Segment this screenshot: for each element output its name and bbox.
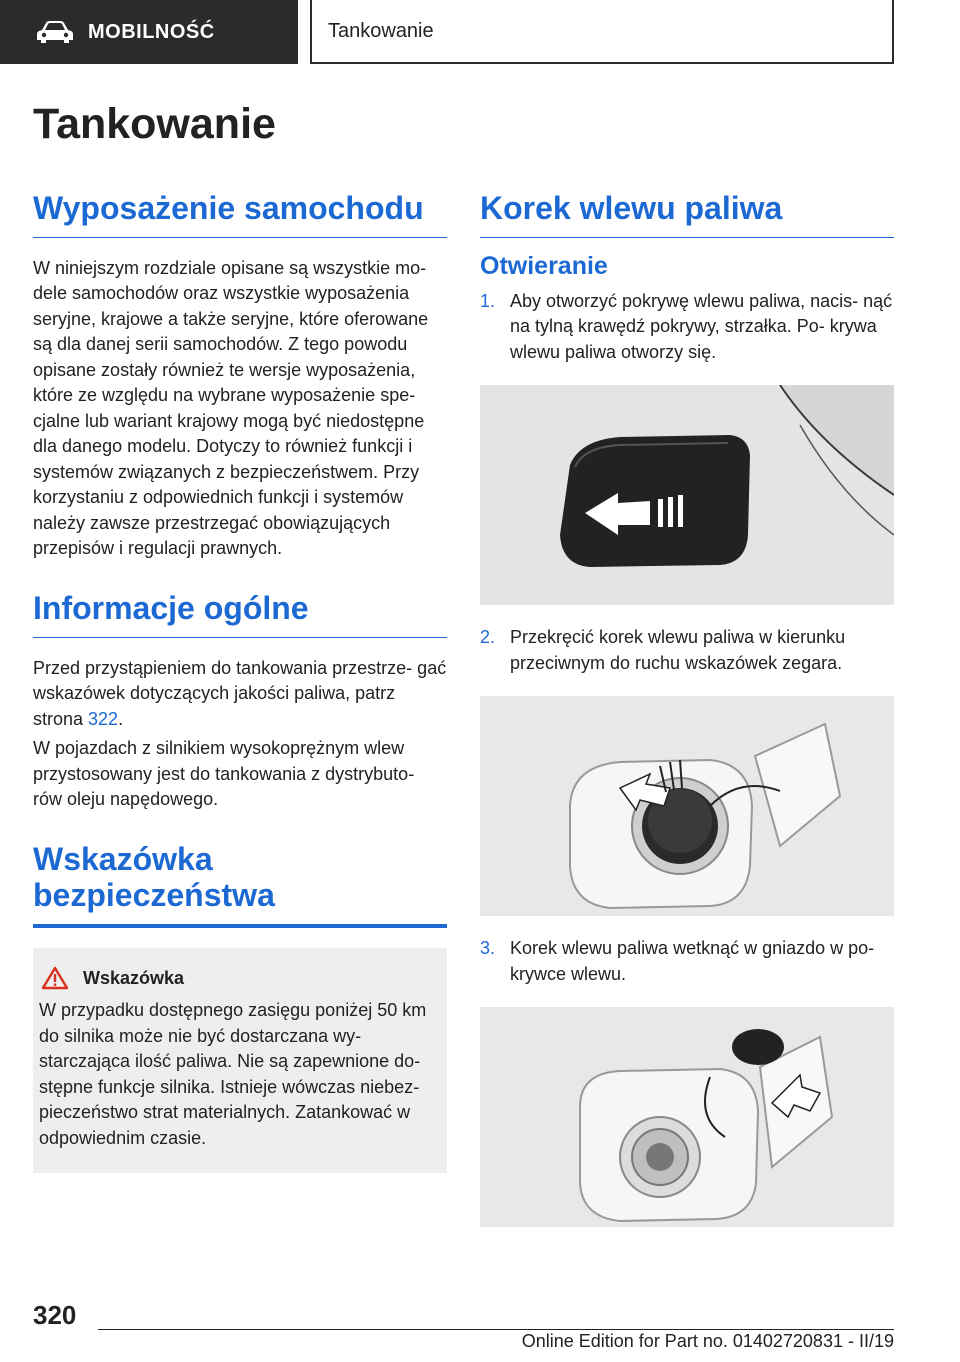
step-1: 1. Aby otworzyć pokrywę wlewu paliwa, nacis- nąć na tylną krawędź pokrywy, strzałka. Po- krywa wlewu paliwa otworzy się.: [480, 290, 893, 362]
header-section-tab: [0, 0, 298, 64]
step-2: 2. Przekręcić korek wlewu paliwa w kierunku przeciwnym do ruchu wskazówek zegara.: [480, 627, 846, 673]
header-chapter-box: [310, 0, 894, 64]
section-heading-fuel-cap: Korek wlewu paliwa: [480, 190, 894, 238]
warning-box: [33, 948, 447, 1173]
general-info-paragraph: Przed przystąpieniem do tankowania przestrze- gać wskazówek dotyczących jakości paliwa, patrz strona 322.: [33, 657, 447, 729]
warning-label: Wskazówka: [83, 967, 185, 988]
page-reference-link[interactable]: 322: [88, 708, 119, 729]
chapter-name: Tankowanie: [328, 19, 434, 42]
warning-triangle-icon: [41, 966, 69, 990]
section-name: MOBILNOŚĆ: [88, 20, 215, 43]
warning-text: W przypadku dostępnego zasięgu poniżej 50 km do silnika może nie być dostarczana wy- starczająca ilość paliwa. Nie są zapewnione do- stępne funkcje silnika. Istnieje wówczas niebez- pieczeństwo strat materialnych. Zatankować w odpowiednim czasie.: [39, 1000, 427, 1148]
fuel-cap-turning-illustration: [480, 696, 894, 916]
page-title: Tankowanie: [33, 100, 276, 148]
diesel-paragraph: W pojazdach z silnikiem wysokoprężnym wlew przystosowany jest do tankowania z dystrybuto- rów oleju napędowego.: [33, 738, 415, 810]
edition-footer: Online Edition for Part no. 01402720831 - II/19: [521, 1331, 894, 1351]
car-icon: [36, 20, 74, 44]
steps-list-3: [480, 936, 894, 987]
section-heading-safety: Wskazówka bezpieczeństwa: [33, 841, 447, 929]
subheading-opening: Otwieranie: [480, 251, 608, 280]
steps-list-2: [480, 625, 894, 676]
step-3: 3. Korek wlewu paliwa wetknąć w gniazdo w po- krywce wlewu.: [480, 938, 875, 984]
warning-header: [39, 966, 437, 990]
fuel-cap-holder-illustration: [480, 1007, 894, 1227]
left-column: [33, 190, 447, 1173]
page-number: 320: [33, 1300, 77, 1330]
steps-list: [480, 289, 894, 366]
right-column: [480, 190, 894, 1247]
equipment-paragraph: W niniejszym rozdziale opisane są wszystkie mo- dele samochodów oraz wszystkie wyposażenia seryjne, krajowe a także seryjne, które oferowane są dla danej serii samochodów. Z tego powodu opisane zostały również te wersje wyposażenia, które ze względu na wybrane wyposażenie spe- cjalne lub wariant krajowy mogą być niedostępne dla danego modelu. Dotyczy to również funkcji i systemów związanych z bezpieczeństwem. Przy korzystaniu z odpowiednich funkcji i systemów należy zawsze przestrzegać obowiązujących przepisów i regulacji prawnych.: [33, 257, 429, 559]
footer-divider: [98, 1329, 894, 1330]
section-heading-equipment: Wyposażenie samochodu: [33, 190, 447, 238]
fuel-flap-closed-illustration: [480, 385, 894, 605]
section-heading-general-info: Informacje ogólne: [33, 590, 447, 638]
